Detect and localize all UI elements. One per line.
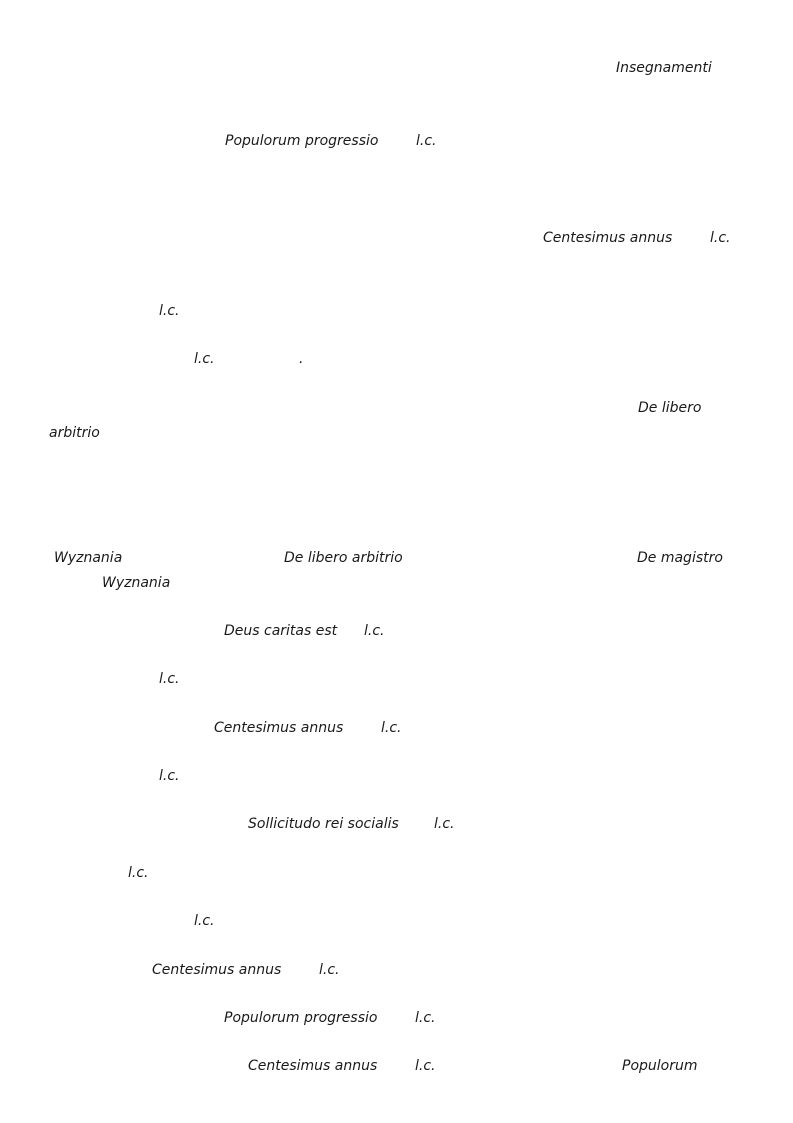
loc-cit-marker: l.c. <box>710 230 731 246</box>
loc-cit-marker: l.c. <box>415 1058 436 1074</box>
loc-cit-marker: l.c. <box>319 962 340 978</box>
source-insegnamenti: Insegnamenti <box>616 60 712 76</box>
loc-cit-marker: l.c. <box>159 768 180 784</box>
source-de-libero-arbitrio: De libero arbitrio <box>284 550 403 566</box>
loc-cit-marker: l.c. <box>381 720 402 736</box>
source-deus-caritas-est: Deus caritas est <box>224 623 338 639</box>
source-sollicitudo-rei-socialis: Sollicitudo rei socialis <box>248 816 399 832</box>
source-wyznania: Wyznania <box>54 550 123 566</box>
loc-cit-marker: l.c. <box>434 816 455 832</box>
source-populorum: Populorum <box>622 1058 698 1074</box>
source-centesimus-annus: Centesimus annus <box>543 230 673 246</box>
period-mark: . <box>299 351 304 367</box>
source-de-libero: De libero <box>638 400 702 416</box>
loc-cit-marker: l.c. <box>128 865 149 881</box>
source-populorum-progressio: Populorum progressio <box>224 1010 378 1026</box>
source-arbitrio: arbitrio <box>49 425 100 441</box>
source-centesimus-annus: Centesimus annus <box>248 1058 378 1074</box>
loc-cit-marker: l.c. <box>416 133 437 149</box>
loc-cit-marker: l.c. <box>159 671 180 687</box>
loc-cit-marker: l.c. <box>159 303 180 319</box>
source-centesimus-annus: Centesimus annus <box>214 720 344 736</box>
loc-cit-marker: l.c. <box>364 623 385 639</box>
source-populorum-progressio: Populorum progressio <box>225 133 379 149</box>
source-wyznania: Wyznania <box>102 575 171 591</box>
source-centesimus-annus: Centesimus annus <box>152 962 282 978</box>
loc-cit-marker: l.c. <box>194 351 215 367</box>
source-de-magistro: De magistro <box>637 550 723 566</box>
loc-cit-marker: l.c. <box>194 913 215 929</box>
loc-cit-marker: l.c. <box>415 1010 436 1026</box>
